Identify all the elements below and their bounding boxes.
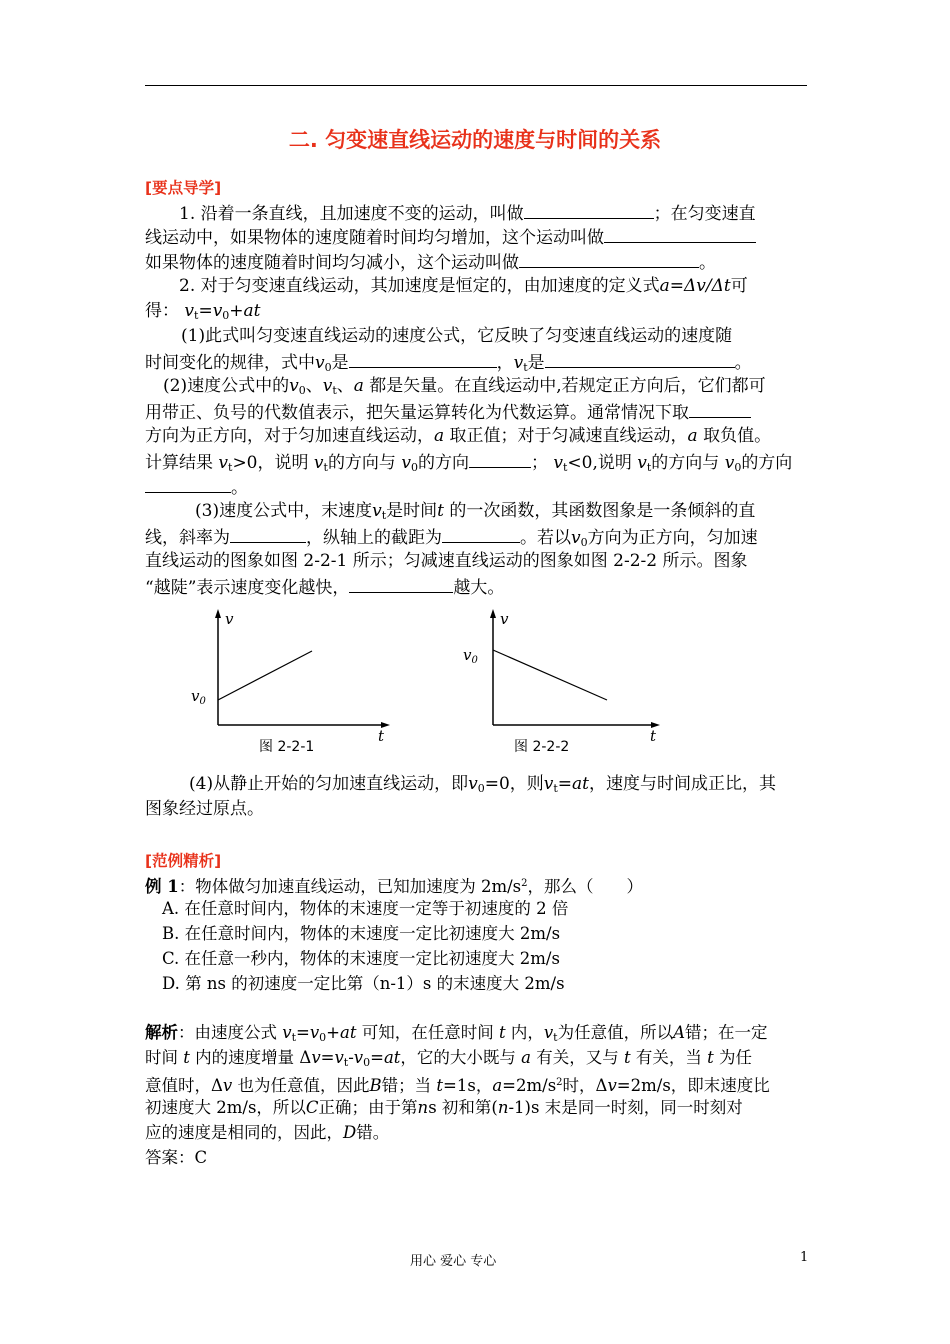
p5-line-4: “越陡”表示速度变化越快， 越大。 [145,574,810,600]
velocity-line-decreasing [493,650,607,700]
analysis-line-5: 应的速度是相同的，因此，D错。 [145,1123,390,1142]
blank[interactable] [689,399,751,418]
figure-caption: 图 2-2-2 [514,739,570,755]
page-title: 二. 匀变速直线运动的速度与时间的关系 [288,128,662,152]
p5-line-2: 线，斜率为 ，纵轴上的截距为 。若以$v_0$方向为正方向，匀加速 [145,524,810,555]
p4-line-2: 用带正、负号的代数值表示，把矢量运算转化为代数运算。通常情况下取 [145,399,810,425]
blank[interactable] [524,200,654,219]
velocity-formula: $v_t=v_0+at$ [184,301,261,322]
answer: 答案：C [145,1148,208,1167]
p4-line-1: (2)速度公式中的$v_0$、$v_t$、a 都是矢量。在直线运动中,若规定正方向后，它们都可 [163,376,766,397]
blank[interactable] [349,574,453,593]
p2-line-1: 2. 对于匀变速直线运动，其加速度是恒定的，由加速度的定义式a=Δv/Δt可 [179,276,748,296]
analysis-line-4: 初速度大 2m/s，所以C正确；由于第ns 初和第(n-1)s 末是同一时刻，同一时刻对 [145,1098,743,1117]
p3-line-2: 时间变化的规律，式中$v_0$是 ，$v_t$是 。 [145,349,810,380]
p5-line-1: (3)速度公式中，末速度$v_t$是时间t 的一次函数，其函数图象是一条倾斜的直 [195,501,756,522]
option-d[interactable]: D. 第 ns 的初速度一定比第（n-1）s 的末速度大 2m/s [162,974,565,993]
p1-line-3: 如果物体的速度随着时间均匀减小，这个运动叫做 。 [145,249,810,275]
axis-label-t: t [650,727,657,745]
blank[interactable] [145,474,231,493]
example-question: 例 1：物体做匀加速直线运动，已知加速度为 $2m/s^2$，那么（ ） [145,877,644,896]
p3-line-1: (1)此式叫匀变速直线运动的速度公式，它反映了匀变速直线运动的速度随 [181,326,733,346]
p1-line-1: 1. 沿着一条直线，且加速度不变的运动，叫做 ；在匀变速直 [145,200,810,226]
section-heading-examples: [范例精析] [145,852,222,870]
intercept-label-v0: $v_0$ [463,646,478,666]
page-number: 1 [800,1250,809,1265]
option-b[interactable]: B. 在任意时间内，物体的末速度一定比初速度大 2m/s [162,924,561,943]
p4-line-4: 计算结果 $v_t>0$，说明 $v_t$的方向与 $v_0$的方向 ； $v_t<0$,说明 $v_t$的方向与 $v_0$的方向 [145,449,810,480]
blank[interactable] [604,224,756,243]
p2-line-2: 得： $v_t=v_0+at$ [145,301,261,322]
p1-line-2: 线运动中，如果物体的速度随着时间均匀增加，这个运动叫做 [145,224,810,250]
axis-label-t: t [378,727,385,745]
blank[interactable] [230,524,306,543]
analysis-line-2: 时间 t 内的速度增量 $\Delta v=v_t-v_0=at$，它的大小既与 a 有关，又与 t 有关，当 t 为任 [145,1048,753,1069]
section-heading-key-points: [要点导学] [145,179,222,197]
y-axis-arrow [215,609,221,618]
blank[interactable] [349,349,497,368]
blank[interactable] [469,449,531,468]
intercept-label-v0: $v_0$ [191,687,206,707]
p5-line-3: 直线运动的图象如图 2-2-1 所示；匀减速直线运动的图象如图 2-2-2 所示。图象 [145,551,748,571]
blank[interactable] [545,349,735,368]
analysis-line-1: 解析：由速度公式 $v_t=v_0+at$ 可知，在任意时间 t 内，$v_t$为任意值，所以A错；在一定 [145,1023,768,1044]
p4-line-5: 。 [145,474,810,500]
blank[interactable] [442,524,520,543]
p4-line-3: 方向为正方向，对于匀加速直线运动，a 取正值；对于匀减速直线运动，a 取负值。 [145,426,772,446]
header-rule [145,85,807,86]
footer-motto: 用心 爱心 专心 [410,1254,497,1269]
y-axis-arrow [490,609,496,618]
velocity-line-increasing [218,651,312,700]
blank[interactable] [519,249,699,268]
option-a[interactable]: A. 在任意时间内，物体的末速度一定等于初速度的 2 倍 [162,899,569,918]
p6-line-1: (4)从静止开始的匀加速直线运动，即$v_0=0$，则$v_t=at$，速度与时间成正比，其 [189,774,777,795]
axis-label-v: v [500,610,509,628]
axis-label-v: v [225,610,234,628]
figure-uniform-acceleration-graph [185,605,400,760]
p6-line-2: 图象经过原点。 [145,799,264,819]
figure-caption: 图 2-2-1 [259,739,315,755]
option-c[interactable]: C. 在任意一秒内，物体的末速度一定比初速度大 2m/s [162,949,560,968]
figure-uniform-deceleration-graph [460,605,670,760]
analysis-line-3: 意值时，Δv 也为任意值，因此B错；当 t=1s，$a=2m/s^2$时，Δv=2m/s，即末速度比 [145,1076,770,1095]
